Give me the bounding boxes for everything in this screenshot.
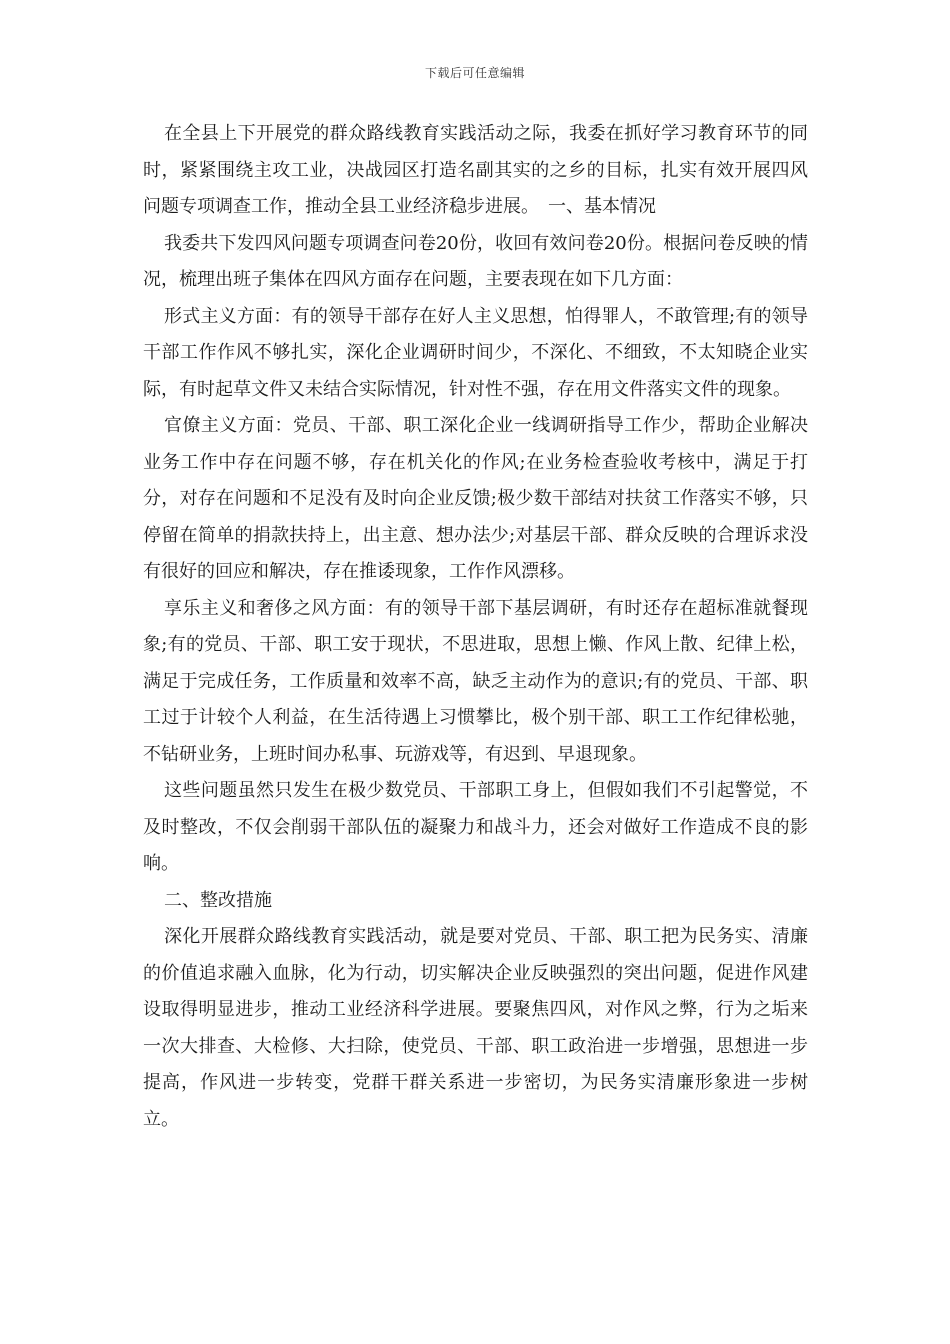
- paragraph-warning: 这些问题虽然只发生在极少数党员、干部职工身上，但假如我们不引起警觉，不及时整改，不仅会削弱干部队伍的凝聚力和战斗力，还会对做好工作造成不良的影响。: [143, 780, 808, 874]
- paragraph-measures: 深化开展群众路线教育实践活动，就是要对党员、干部、职工把为民务实、清廉的价值追求融入血脉，化为行动，切实解决企业反映强烈的突出问题，促进作风建设取得明显进步，推动工业经济科学进展。要聚焦四风，对作风之弊，行为之垢来一次大排查、大检修、大扫除，使党员、干部、职工政治进一步增强，思想进一步提高，作风进一步转变，党群干群关系进一步密切，为民务实清廉形象进一步树立。: [143, 926, 808, 1130]
- document-body: [143, 116, 808, 1138]
- page-header: 下载后可任意编辑: [424, 66, 525, 80]
- paragraph-formalism: 形式主义方面：有的领导干部存在好人主义思想，怕得罪人，不敢管理;有的领导干部工作作风不够扎实，深化企业调研时间少，不深化、不细致，不太知晓企业实际，有时起草文件又未结合实际情况，针对性不强，存在用文件落实文件的现象。: [143, 305, 808, 400]
- paragraph-hedonism: 享乐主义和奢侈之风方面：有的领导干部下基层调研，有时还存在超标准就餐现象;有的党员、干部、职工安于现状，不思进取，思想上懒、作风上散、纪律上松，满足于完成任务，工作质量和效率不高，缺乏主动作为的意识;有的党员、干部、职工过于计较个人利益，在生活待遇上习惯攀比，极个别干部、职工工作纪律松驰，不钻研业务，上班时间办私事、玩游戏等，有迟到、早退现象。: [143, 597, 808, 765]
- paragraph-intro: 在全县上下开展党的群众路线教育实践活动之际，我委在抓好学习教育环节的同时，紧紧围绕主攻工业，决战园区打造名副其实的之乡的目标，扎实有效开展四风问题专项调查工作，推动全县工业经济稳步进展。 一、基本情况: [143, 123, 808, 217]
- section-heading-measures: 二、整改措施: [164, 889, 272, 911]
- paragraph-survey: 我委共下发四风问题专项调查问卷20份，收回有效问卷20份。根据问卷反映的情况，梳理出班子集体在四风方面存在问题，主要表现在如下几方面：: [143, 232, 808, 290]
- paragraph-bureaucratism: 官僚主义方面：党员、干部、职工深化企业一线调研指导工作少，帮助企业解决业务工作中存在问题不够，存在机关化的作风;在业务检查验收考核中，满足于打分，对存在问题和不足没有及时向企业反馈;极少数干部结对扶贫工作落实不够，只停留在简单的捐款扶持上，出主意、想办法少;对基层干部、群众反映的合理诉求没有很好的回应和解决，存在推诿现象，工作作风漂移。: [143, 415, 808, 582]
